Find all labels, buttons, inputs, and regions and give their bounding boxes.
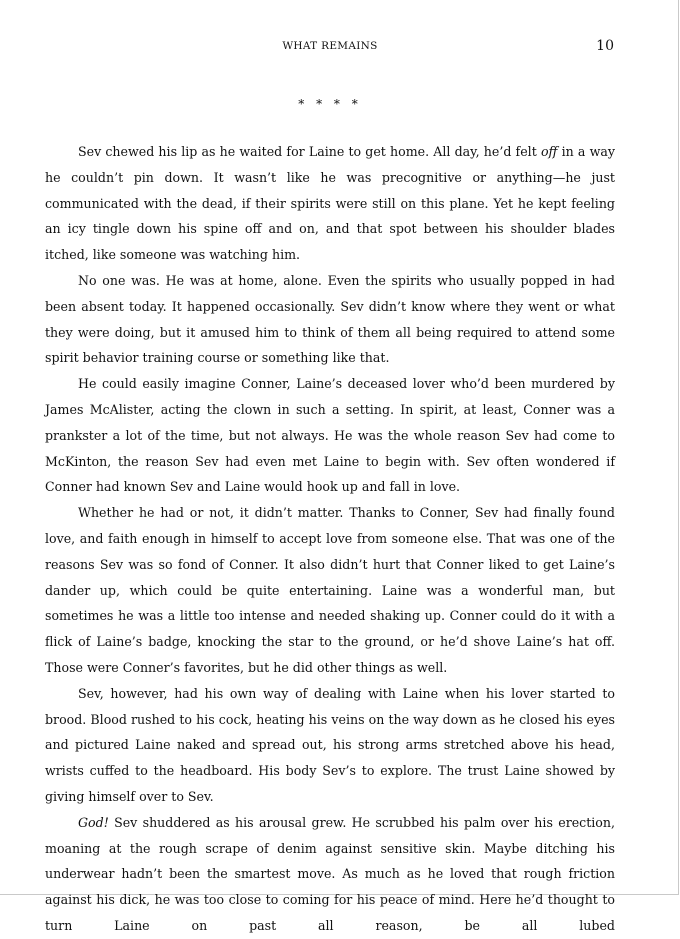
text-run: Sev chewed his lip as he waited for Laine to get home. All day, he’d felt — [78, 144, 541, 159]
text-run: Sev, however, had his own way of dealing with Laine when his lover started to brood. Blood rushed to his cock, heating his veins on the way down as he closed his eyes and pictured Laine naked and spread out, his strong arms stretched above his head, wrists cuffed to the headboard. His body Sev’s to explore. The trust Laine showed by giving himself over to Sev. — [45, 685, 615, 804]
paragraph — [45, 500, 615, 681]
italic-text: off — [540, 144, 558, 159]
text-run: No one was. He was at home, alone. Even the spirits who usually popped in had been absent today. It happened occasionally. Sev didn’t know where they went or what they were doing, but it amused him to think of them all being required to attend some spirit behavior training course or something like that. — [45, 272, 615, 366]
running-head-title: WHAT REMAINS — [282, 40, 378, 52]
paragraph — [45, 371, 615, 500]
text-run: He could easily imagine Conner, Laine’s deceased lover who’d been murdered by James McAlister, acting the clown in such a setting. In spirit, at least, Conner was a prankster a lot of the time, but not always. He was the whole reason Sev had come to McKinton, the reason Sev had even met Laine to begin with. Sev often wondered if Conner had known Sev and Laine would hook up and fall in love. — [45, 376, 615, 495]
paragraph — [45, 139, 615, 268]
italic-text: God! — [78, 814, 109, 830]
page-number: 10 — [596, 38, 614, 54]
paragraph — [45, 810, 615, 939]
body-text — [45, 139, 615, 939]
text-run: in a way he couldn’t pin down. It wasn’t like he was precognitive or anything—he just communicated with the dead, if their spirits were still on this plane. Yet he kept feeling an icy tingle down his spine off and on, and that spot between his shoulder blades itched, like someone was watching him. — [45, 144, 615, 263]
scene-break: * * * * — [298, 97, 362, 111]
paragraph — [45, 268, 615, 371]
text-run: Sev shuddered as his arousal grew. He scrubbed his palm over his erection, moaning at the rough scrape of denim against sensitive skin. Maybe ditching his underwear hadn’t been the smartest move. As much as he loved that rough friction against his dick, he was too close to coming for his peace of mind. Here he’d thought to turn Laine on past all reason, be all lubed — [45, 814, 615, 933]
paragraph — [45, 681, 615, 810]
text-run: Whether he had or not, it didn’t matter. Thanks to Conner, Sev had finally found love, and faith enough in himself to accept love from someone else. That was one of the reasons Sev was so fond of Conner. It also didn’t hurt that Conner liked to get Laine’s dander up, which could be quite entertaining. Laine was a wonderful man, but sometimes he was a little too intense and needed shaking up. Conner could do it with a flick of Laine’s badge, knocking the star to the ground, or he’d shove Laine’s hat off. Those were Conner’s favorites, but he did other things as well. — [45, 505, 615, 675]
